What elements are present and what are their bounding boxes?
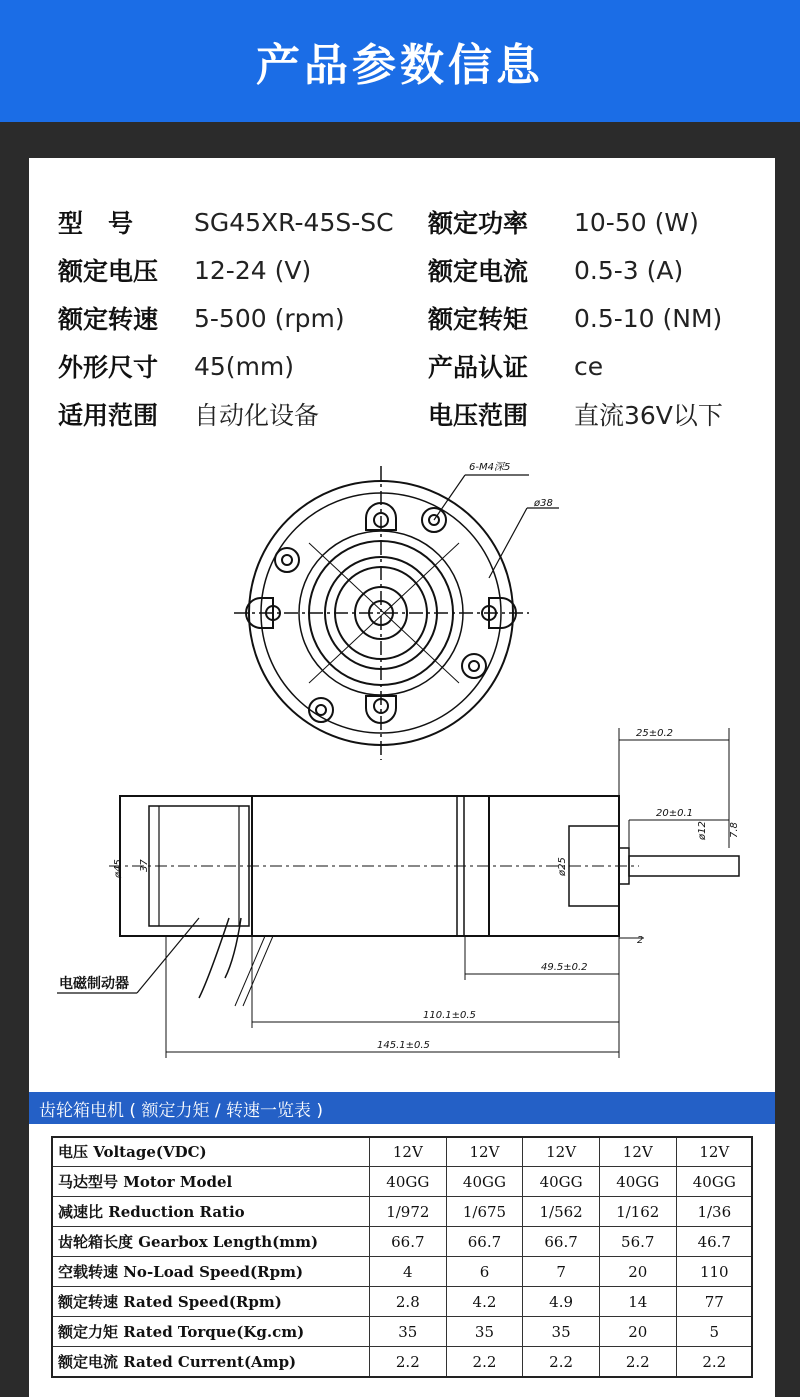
table-cell: 1/972	[370, 1197, 447, 1227]
spec-value: 直流36V以下	[574, 401, 723, 430]
spec-value: 12-24 (V)	[194, 255, 312, 285]
spec-grid	[58, 198, 758, 438]
spec-label: 额定电流	[428, 257, 529, 286]
page-title: 产品参数信息	[256, 40, 544, 91]
table-row	[52, 1137, 753, 1167]
spec-value: 0.5-3 (A)	[574, 255, 684, 285]
spec-row	[58, 246, 758, 294]
dim-dia-45: ø45	[113, 859, 124, 878]
table-cell: 20	[599, 1317, 676, 1347]
table-cell: 12V	[446, 1137, 523, 1167]
table-cell: 2.2	[676, 1347, 752, 1377]
spec-label: 适用范围	[58, 401, 159, 430]
page-header	[0, 0, 800, 122]
row-header: 额定电流 Rated Current(Amp)	[52, 1347, 370, 1377]
dim-dia-25: ø25	[557, 857, 568, 876]
table-cell: 1/562	[523, 1197, 600, 1227]
table-cell: 6	[446, 1257, 523, 1287]
table-cell: 2.2	[446, 1347, 523, 1377]
spec-row	[58, 342, 758, 390]
table-cell: 4.9	[523, 1287, 600, 1317]
spec-value: 5-500 (rpm)	[194, 303, 345, 333]
content-card	[29, 158, 775, 1397]
dim-25: 25±0.2	[636, 728, 674, 739]
output-shaft	[629, 856, 739, 876]
dim-2: 2	[637, 935, 644, 946]
table-cell: 12V	[370, 1137, 447, 1167]
table-row	[52, 1347, 753, 1377]
table-cell: 40GG	[599, 1167, 676, 1197]
spec-row	[58, 198, 758, 246]
table-cell: 40GG	[446, 1167, 523, 1197]
table-cell: 40GG	[523, 1167, 600, 1197]
table-cell: 1/162	[599, 1197, 676, 1227]
table-row	[52, 1197, 753, 1227]
table-cell: 77	[676, 1287, 752, 1317]
table-cell: 1/675	[446, 1197, 523, 1227]
dim-49: 49.5±0.2	[541, 962, 588, 973]
spec-value: 45(mm)	[194, 351, 295, 381]
table-cell: 5	[676, 1317, 752, 1347]
table-cell: 46.7	[676, 1227, 752, 1257]
technical-drawing	[29, 448, 775, 1068]
table-cell: 4	[370, 1257, 447, 1287]
spec-table-wrap	[51, 1136, 753, 1377]
table-cell: 40GG	[676, 1167, 752, 1197]
dim-37: 37	[139, 859, 150, 872]
table-cell: 66.7	[523, 1227, 600, 1257]
table-row	[52, 1167, 753, 1197]
spec-row	[58, 390, 758, 438]
table-cell: 56.7	[599, 1227, 676, 1257]
table-cell: 2.2	[370, 1347, 447, 1377]
table-cell: 14	[599, 1287, 676, 1317]
dim-110: 110.1±0.5	[423, 1010, 476, 1021]
table-cell: 12V	[676, 1137, 752, 1167]
table-cell: 2.2	[523, 1347, 600, 1377]
table-cell: 35	[523, 1317, 600, 1347]
table-cell: 20	[599, 1257, 676, 1287]
table-cell: 66.7	[370, 1227, 447, 1257]
dim-hole-callout: 6-M4深5	[469, 462, 511, 473]
row-header: 减速比 Reduction Ratio	[52, 1197, 370, 1227]
row-header: 额定转速 Rated Speed(Rpm)	[52, 1287, 370, 1317]
spec-label: 电压范围	[428, 401, 529, 430]
table-cell: 66.7	[446, 1227, 523, 1257]
dim-dia-12: ø12	[697, 821, 708, 840]
spec-label: 额定功率	[428, 209, 529, 238]
table-cell: 4.2	[446, 1287, 523, 1317]
table-cell: 12V	[599, 1137, 676, 1167]
dim-78: 7.8	[729, 822, 740, 838]
table-cell: 110	[676, 1257, 752, 1287]
spec-label: 型 号	[58, 209, 134, 238]
spec-label: 额定转速	[58, 305, 159, 334]
table-cell: 2.2	[599, 1347, 676, 1377]
table-cell: 7	[523, 1257, 600, 1287]
spec-value: ce	[574, 351, 604, 381]
spec-label: 产品认证	[428, 353, 529, 382]
row-header: 马达型号 Motor Model	[52, 1167, 370, 1197]
spec-row	[58, 294, 758, 342]
table-row	[52, 1257, 753, 1287]
dim-145: 145.1±0.5	[377, 1040, 430, 1051]
table-cell: 35	[370, 1317, 447, 1347]
table-cell: 1/36	[676, 1197, 752, 1227]
spec-table	[51, 1136, 753, 1377]
table-cell: 35	[446, 1317, 523, 1347]
row-header: 齿轮箱长度 Gearbox Length(mm)	[52, 1227, 370, 1257]
spec-value: 10-50 (W)	[574, 207, 699, 237]
spec-label: 外形尺寸	[58, 353, 159, 382]
spec-label: 额定电压	[58, 257, 159, 286]
spec-value: 自动化设备	[194, 401, 320, 430]
brake-label: 电磁制动器	[59, 976, 129, 992]
row-header: 额定力矩 Rated Torque(Kg.cm)	[52, 1317, 370, 1347]
table-row	[52, 1227, 753, 1257]
dim-20: 20±0.1	[656, 808, 694, 819]
row-header: 空载转速 No-Load Speed(Rpm)	[52, 1257, 370, 1287]
table-title: 齿轮箱电机 ( 额定力矩 / 转速一览表 )	[29, 1092, 775, 1124]
spec-value: 0.5-10 (NM)	[574, 303, 723, 333]
spec-label: 额定转矩	[428, 305, 529, 334]
spec-value: SG45XR-45S-SC	[194, 207, 394, 237]
table-row	[52, 1317, 753, 1347]
table-cell: 12V	[523, 1137, 600, 1167]
table-row	[52, 1287, 753, 1317]
row-header: 电压 Voltage(VDC)	[52, 1137, 370, 1167]
table-cell: 2.8	[370, 1287, 447, 1317]
dim-dia-38: ø38	[534, 498, 553, 509]
table-cell: 40GG	[370, 1167, 447, 1197]
